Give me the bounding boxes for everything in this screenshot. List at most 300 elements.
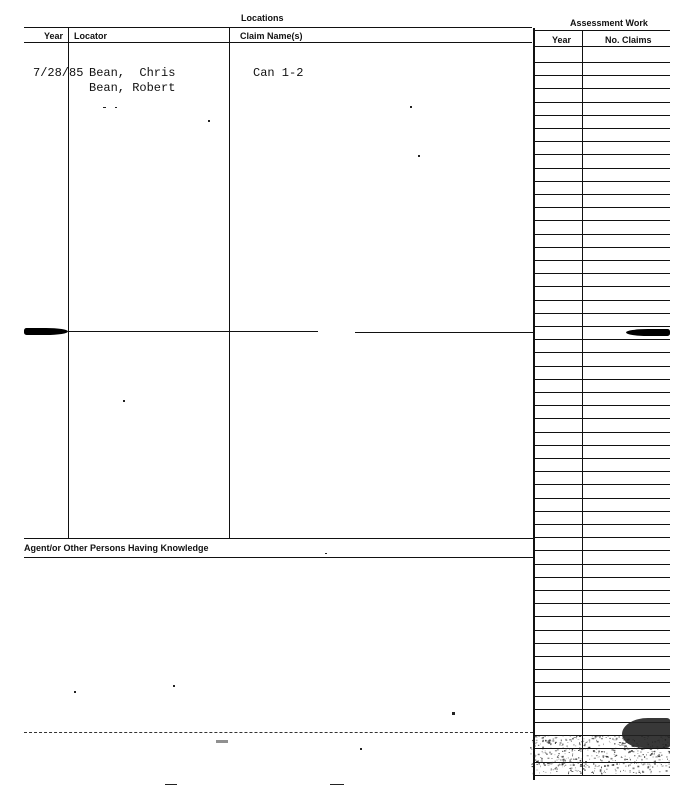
noise-dot — [546, 754, 548, 755]
noise-dot — [638, 763, 639, 764]
speck — [360, 748, 362, 750]
noise-dot — [579, 736, 581, 737]
noise-dot — [556, 769, 558, 770]
noise-dot — [580, 765, 582, 767]
noise-dot — [651, 749, 653, 750]
noise-dot — [652, 757, 654, 758]
noise-dot — [547, 763, 549, 765]
noise-dot — [548, 758, 550, 759]
noise-dot — [551, 764, 552, 765]
noise-dot — [535, 736, 537, 737]
noise-dot — [533, 741, 534, 743]
noise-dot — [573, 763, 574, 764]
noise-dot — [641, 759, 643, 761]
speck — [173, 685, 175, 687]
noise-dot — [604, 751, 605, 753]
noise-dot — [603, 772, 604, 773]
noise-dot — [570, 765, 572, 766]
noise-dot — [539, 773, 540, 774]
noise-dot — [627, 748, 629, 750]
noise-dot — [640, 751, 642, 753]
noise-dot — [585, 748, 586, 749]
noise-dot — [558, 753, 560, 754]
assessment-row-rule — [535, 471, 670, 472]
assessment-row-rule — [535, 88, 670, 89]
noise-dot — [561, 745, 563, 746]
noise-dot — [648, 766, 650, 768]
assessment-row-rule — [535, 524, 670, 525]
noise-dot — [548, 740, 550, 741]
noise-dot — [587, 765, 589, 766]
noise-dot — [621, 756, 622, 757]
noise-dot — [597, 741, 599, 743]
noise-dot — [659, 762, 661, 763]
noise-dot — [631, 751, 632, 752]
noise-dot — [567, 745, 568, 747]
noise-dot — [592, 736, 593, 737]
noise-dot — [636, 772, 637, 774]
noise-dot — [540, 757, 541, 758]
assessment-row-rule — [535, 168, 670, 169]
speck — [103, 107, 106, 108]
assessment-row-rule — [535, 102, 670, 103]
noise-dot — [562, 751, 563, 752]
noise-dot — [609, 741, 610, 742]
noise-dot — [624, 745, 625, 746]
noise-dot — [668, 763, 670, 764]
noise-dot — [551, 748, 552, 749]
noise-dot — [629, 764, 631, 765]
noise-dot — [542, 737, 544, 739]
noise-dot — [591, 772, 593, 773]
noise-dot — [539, 763, 540, 764]
noise-dot — [662, 766, 664, 767]
noise-dot — [669, 767, 670, 768]
noise-dot — [641, 749, 642, 750]
noise-dot — [632, 762, 634, 763]
assessment-row-rule — [535, 352, 670, 353]
noise-dot — [543, 771, 544, 772]
noise-dot — [577, 770, 578, 772]
noise-dot — [643, 749, 644, 750]
noise-dot — [552, 762, 554, 763]
locations-header: Locations — [241, 13, 284, 23]
noise-dot — [572, 755, 573, 757]
noise-dot — [537, 761, 538, 763]
noise-dot — [575, 758, 577, 760]
entry-date: 7/28/85 — [33, 66, 84, 80]
noise-dot — [614, 736, 616, 737]
assessment-row-rule — [535, 207, 670, 208]
noise-dot — [607, 765, 609, 767]
noise-dot — [564, 750, 565, 752]
locator-claims-divider — [229, 28, 230, 538]
noise-dot — [531, 749, 533, 750]
noise-dot — [659, 760, 661, 761]
assessment-row-rule — [535, 458, 670, 459]
noise-dot — [650, 766, 651, 767]
noise-dot — [599, 736, 601, 737]
assessment-row-rule — [535, 643, 670, 644]
noise-dot — [630, 762, 632, 764]
noise-dot — [606, 756, 608, 758]
noise-dot — [543, 763, 545, 765]
noise-dot — [652, 766, 653, 768]
noise-dot — [657, 765, 658, 766]
noise-dot — [543, 753, 544, 754]
noise-dot — [659, 752, 661, 753]
noise-dot — [582, 755, 583, 756]
noise-dot — [588, 766, 590, 767]
assessment-row-rule — [535, 247, 670, 248]
noise-dot — [659, 771, 661, 772]
assessment-row-rule — [535, 313, 670, 314]
noise-dot — [562, 735, 564, 736]
noise-dot — [569, 748, 570, 750]
noise-dot — [553, 769, 554, 770]
noise-dot — [612, 760, 613, 761]
assessment-row-rule — [535, 366, 670, 367]
noise-dot — [568, 772, 569, 773]
assessment-row-rule — [535, 141, 670, 142]
noise-dot — [575, 746, 576, 747]
assessment-row-rule — [535, 498, 670, 499]
noise-dot — [579, 744, 580, 745]
noise-dot — [593, 773, 594, 774]
noise-dot — [629, 757, 630, 758]
noise-dot — [583, 738, 584, 739]
noise-dot — [662, 759, 663, 760]
noise-dot — [625, 747, 626, 748]
noise-dot — [530, 753, 531, 754]
noise-dot — [651, 771, 652, 773]
noise-dot — [665, 762, 666, 763]
noise-dot — [605, 772, 606, 773]
noise-dot — [604, 765, 606, 767]
noise-dot — [658, 754, 660, 755]
noise-dot — [606, 769, 607, 770]
noise-dot — [616, 738, 618, 740]
noise-dot — [551, 770, 552, 771]
noise-dot — [579, 771, 581, 772]
noise-dot — [649, 764, 651, 766]
noise-dot — [548, 742, 550, 744]
noise-dot — [637, 766, 639, 768]
noise-dot — [585, 761, 587, 762]
noise-dot — [610, 742, 611, 743]
noise-dot — [567, 742, 569, 743]
noise-dot — [555, 742, 557, 743]
noise-dot — [568, 758, 569, 759]
noise-dot — [656, 756, 657, 758]
speck — [165, 784, 177, 785]
noise-dot — [573, 764, 575, 766]
noise-dot — [550, 744, 551, 745]
noise-dot — [599, 756, 600, 757]
noise-dot — [584, 769, 586, 771]
noise-dot — [549, 752, 551, 754]
assessment-row-rule — [535, 194, 670, 195]
noise-dot — [624, 743, 626, 744]
noise-dot — [641, 756, 642, 758]
noise-dot — [534, 744, 536, 745]
noise-dot — [639, 770, 640, 772]
noise-dot — [668, 751, 670, 752]
noise-dot — [547, 736, 549, 737]
fold-mark-right — [626, 329, 670, 336]
noise-dot — [566, 759, 567, 760]
assessment-header-rule — [535, 30, 670, 31]
entry-locator-2: Bean, Robert — [89, 81, 176, 95]
noise-dot — [598, 752, 599, 753]
assessment-row-rule — [535, 696, 670, 697]
noise-dot — [542, 740, 544, 741]
speck — [410, 106, 412, 108]
noise-dot — [551, 768, 552, 769]
noise-dot — [643, 763, 645, 765]
noise-dot — [608, 761, 610, 762]
noise-dot — [559, 759, 560, 760]
noise-dot — [562, 763, 564, 765]
noise-dot — [574, 737, 576, 738]
noise-dot — [595, 766, 597, 767]
noise-dot — [646, 759, 648, 760]
noise-dot — [578, 757, 579, 759]
noise-dot — [570, 735, 571, 737]
assessment-row-rule — [535, 564, 670, 565]
noise-dot — [532, 763, 533, 764]
noise-dot — [557, 749, 559, 750]
noise-dot — [545, 750, 546, 751]
noise-dot — [629, 772, 631, 773]
noise-dot — [666, 756, 667, 758]
noise-dot — [654, 754, 655, 755]
noise-dot — [629, 770, 630, 771]
noise-dot — [625, 745, 627, 747]
noise-dot — [669, 760, 670, 761]
speck — [452, 712, 455, 715]
noise-dot — [647, 763, 649, 764]
noise-dot — [595, 765, 596, 766]
noise-dot — [550, 743, 551, 744]
noise-dot — [641, 763, 642, 764]
noise-dot — [550, 772, 551, 774]
noise-dot — [619, 742, 621, 743]
noise-dot — [571, 759, 573, 760]
noise-dot — [545, 772, 547, 773]
noise-dot — [625, 766, 626, 767]
speck — [325, 553, 327, 554]
noise-dot — [598, 757, 599, 758]
noise-dot — [634, 755, 635, 756]
noise-dot — [538, 735, 540, 737]
noise-dot — [583, 762, 585, 763]
noise-dot — [600, 759, 601, 761]
noise-dot — [633, 772, 634, 773]
noise-dot — [587, 741, 588, 742]
noise-dot — [551, 764, 552, 765]
noise-dot — [534, 750, 536, 751]
fold-mark-left — [24, 328, 68, 335]
noise-dot — [654, 762, 655, 763]
noise-dot — [598, 751, 599, 753]
noise-dot — [572, 738, 574, 740]
noise-dot — [612, 750, 614, 751]
assessment-row-rule — [535, 432, 670, 433]
noise-dot — [657, 749, 658, 750]
noise-dot — [578, 739, 580, 740]
noise-dot — [589, 741, 590, 742]
noise-dot — [622, 742, 624, 744]
assessment-row-rule — [535, 326, 670, 327]
noise-dot — [653, 751, 654, 752]
noise-dot — [616, 770, 617, 771]
noise-dot — [615, 760, 616, 761]
assessment-year-column-header: Year — [552, 35, 572, 45]
noise-dot — [542, 747, 543, 748]
assessment-row-rule — [535, 656, 670, 657]
entry-claim-name: Can 1-2 — [253, 66, 304, 80]
noise-dot — [595, 738, 596, 739]
assessment-row-rule — [535, 590, 670, 591]
noise-dot — [534, 759, 536, 760]
noise-dot — [593, 763, 594, 765]
noise-dot — [661, 755, 663, 757]
noise-dot — [572, 754, 573, 755]
assessment-row-rule — [535, 300, 670, 301]
noise-dot — [553, 739, 555, 740]
noise-dot — [595, 768, 596, 769]
noise-dot — [541, 758, 543, 760]
noise-dot — [544, 765, 546, 766]
noise-dot — [575, 770, 576, 771]
noise-dot — [534, 745, 535, 746]
noise-dot — [636, 763, 637, 764]
noise-dot — [564, 763, 566, 764]
noise-dot — [585, 764, 587, 765]
noise-dot — [640, 773, 641, 774]
noise-dot — [560, 759, 561, 761]
noise-dot — [613, 750, 615, 751]
noise-dot — [630, 759, 631, 761]
noise-dot — [616, 748, 617, 749]
assessment-row-rule — [535, 286, 670, 287]
assessment-row-rule — [535, 630, 670, 631]
noise-dot — [593, 738, 594, 739]
noise-dot — [555, 761, 556, 763]
noise-dot — [570, 770, 572, 771]
noise-dot — [637, 758, 638, 759]
fold-mark-lower-right — [622, 718, 670, 748]
noise-dot — [666, 770, 668, 772]
noise-dot — [651, 751, 652, 752]
noise-dot — [601, 738, 603, 739]
noise-dot — [580, 773, 582, 774]
noise-dot — [594, 770, 595, 771]
assessment-row-rule — [535, 418, 670, 419]
noise-dot — [619, 763, 620, 765]
noise-dot — [602, 756, 604, 757]
noise-dot — [602, 736, 603, 737]
assessment-row-rule — [535, 682, 670, 683]
noise-dot — [618, 744, 620, 745]
noise-dot — [623, 763, 625, 764]
noise-dot — [614, 752, 615, 753]
assessment-row-rule — [535, 220, 670, 221]
noise-dot — [542, 751, 543, 752]
fold-line-left — [68, 331, 318, 332]
noise-dot — [571, 741, 572, 742]
noise-dot — [536, 770, 538, 771]
noise-dot — [563, 761, 564, 762]
noise-dot — [568, 772, 569, 774]
noise-dot — [584, 744, 586, 745]
noise-dot — [633, 751, 635, 752]
noise-dot — [643, 754, 645, 755]
assessment-row-rule — [535, 537, 670, 538]
noise-dot — [573, 744, 574, 745]
noise-dot — [620, 745, 621, 746]
noise-dot — [639, 756, 640, 757]
noise-dot — [621, 744, 622, 745]
noise-dot — [565, 765, 566, 766]
noise-dot — [551, 758, 553, 759]
noise-dot — [591, 755, 592, 756]
noise-dot — [598, 766, 599, 767]
noise-dot — [560, 742, 562, 743]
claim-names-column-header: Claim Name(s) — [240, 31, 303, 41]
noise-dot — [566, 740, 568, 741]
noise-dot — [623, 744, 624, 746]
noise-dot — [538, 754, 539, 755]
noise-dot — [589, 759, 590, 760]
noise-dot — [540, 743, 541, 744]
noise-dot — [617, 767, 619, 768]
noise-dot — [556, 771, 557, 772]
noise-dot — [596, 749, 597, 750]
noise-dot — [567, 748, 568, 749]
noise-dot — [578, 770, 579, 771]
assessment-row-rule — [535, 339, 670, 340]
noise-dot — [579, 742, 580, 743]
noise-dot — [542, 749, 544, 750]
noise-dot — [616, 763, 618, 764]
noise-dot — [562, 756, 564, 757]
assessment-row-rule — [535, 181, 670, 182]
noise-dot — [661, 764, 662, 765]
assessment-row-rule — [535, 62, 670, 63]
noise-dot — [545, 736, 546, 738]
noise-dot — [625, 770, 626, 772]
speck — [123, 400, 125, 402]
noise-dot — [639, 772, 641, 773]
noise-dot — [559, 744, 560, 745]
noise-dot — [563, 747, 564, 748]
noise-dot — [616, 755, 618, 756]
noise-dot — [601, 773, 602, 775]
noise-dot — [654, 763, 655, 765]
noise-dot — [634, 763, 635, 764]
noise-dot — [642, 772, 644, 773]
header-top-rule — [24, 27, 532, 28]
assessment-row-rule — [535, 392, 670, 393]
noise-dot — [608, 736, 609, 737]
agent-section-label: Agent/or Other Persons Having Knowledge — [24, 543, 209, 553]
noise-dot — [629, 751, 631, 752]
noise-dot — [555, 768, 556, 769]
year-column-header: Year — [44, 31, 64, 41]
noise-dot — [573, 759, 574, 760]
